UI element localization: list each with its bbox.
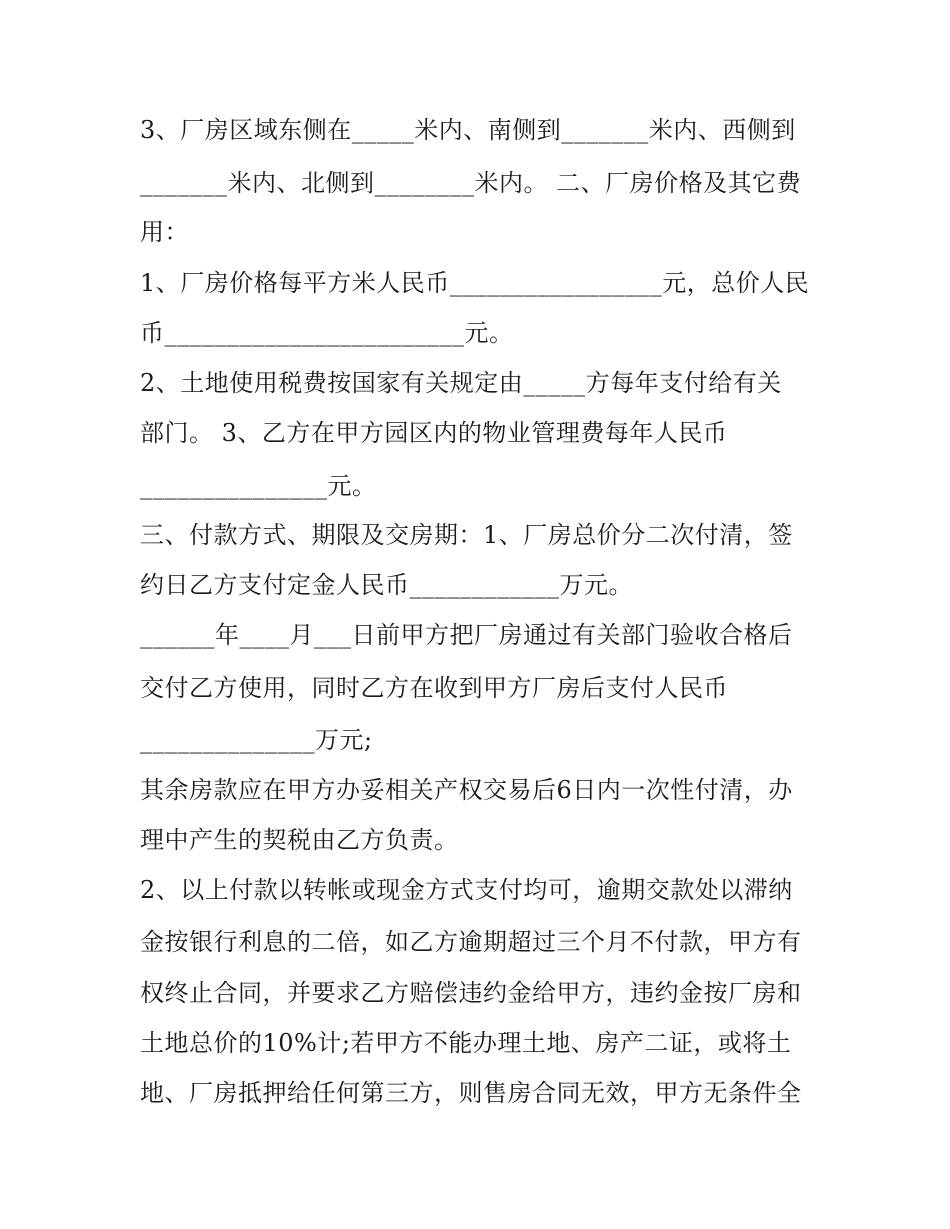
text-line: 用： xyxy=(140,218,189,246)
text-line: _______米内、北侧到________米内。 二、厂房价格及其它费 xyxy=(140,169,802,197)
text-line: 金按银行利息的二倍，如乙方逾期超过三个月不付款，甲方有 xyxy=(140,928,802,956)
text-line: 理中产生的契税由乙方负责。 xyxy=(140,826,459,854)
text-line: 三、付款方式、期限及交房期：1、厂房总价分二次付清，签 xyxy=(140,521,793,549)
text-line: 部门。 3、乙方在甲方园区内的物业管理费每年人民币 xyxy=(140,419,728,447)
text-line: 2、土地使用税费按国家有关规定由_____方每年支付给有关 xyxy=(140,369,782,397)
text-line: 币________________________元。 xyxy=(140,319,514,347)
text-line: 2、以上付款以转帐或现金方式支付均可，逾期交款处以滞纳 xyxy=(140,876,793,904)
text-line: 1、厂房价格每平方米人民币_________________元，总价人民 xyxy=(140,269,810,297)
text-line: ______________万元; xyxy=(140,726,373,754)
text-line: ______年____月___日前甲方把厂房通过有关部门验收合格后 xyxy=(140,621,793,649)
text-line: 地、厂房抵押给任何第三方，则售房合同无效，甲方无条件全 xyxy=(140,1079,802,1107)
text-line: 3、厂房区域东侧在_____米内、南侧到_______米内、西侧到 xyxy=(140,116,796,144)
text-line: 权终止合同，并要求乙方赔偿违约金给甲方，违约金按厂房和 xyxy=(140,979,802,1007)
text-line: 其余房款应在甲方办妥相关产权交易后6日内一次性付清，办 xyxy=(140,776,793,804)
text-line: 交付乙方使用，同时乙方在收到甲方厂房后支付人民币 xyxy=(140,674,728,702)
text-line: 约日乙方支付定金人民币____________万元。 xyxy=(140,571,633,599)
text-line: 土地总价的10%计;若甲方不能办理土地、房产二证，或将土 xyxy=(140,1029,792,1057)
text-line: _______________元。 xyxy=(140,472,377,500)
